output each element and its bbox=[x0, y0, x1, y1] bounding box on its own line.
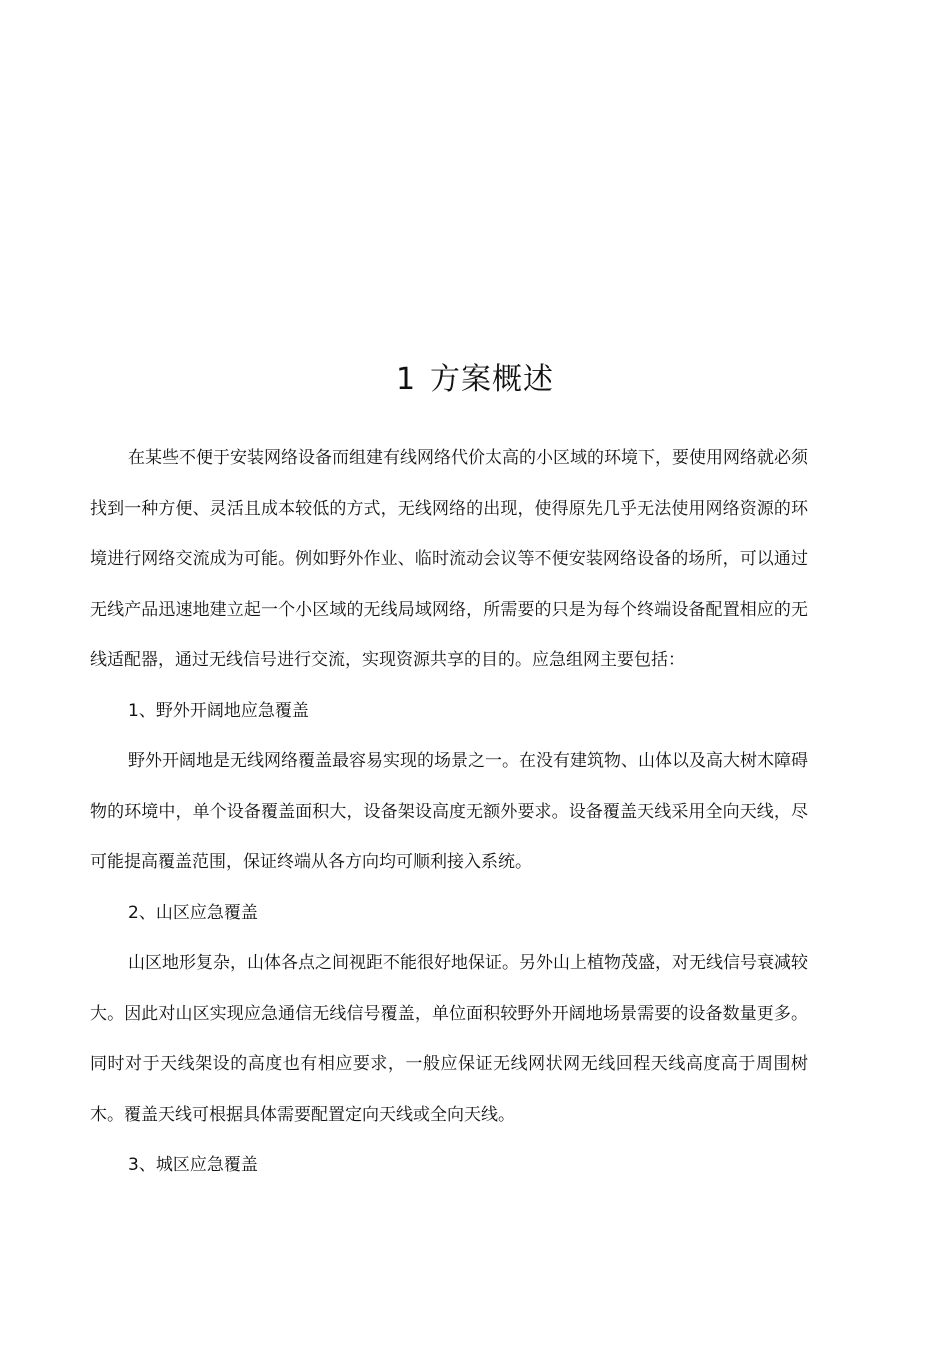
item-heading-2: 2、山区应急覆盖 bbox=[128, 902, 258, 923]
item-heading-1: 1、野外开阔地应急覆盖 bbox=[128, 700, 309, 721]
intro-paragraph: 在某些不便于安装网络设备而组建有线网络代价太高的小区域的环境下，要使用网络就必须找到一种方便、灵活且成本较低的方式，无线网络的出现，使得原先几乎无法使用网络资源的环境进行网络交流成为可能。例如野外作业、临时流动会议等不便安装网络设备的场所，可以通过无线产品迅速地建立起一个小区域的无线局域网络，所需要的只是为每个终端设备配置相应的无线适配器，通过无线信号进行交流，实现资源共享的目的。应急组网主要包括： bbox=[90, 448, 808, 670]
section-title bbox=[0, 360, 950, 400]
body-content bbox=[90, 433, 808, 1191]
section-number: 1 bbox=[395, 362, 417, 397]
section-title-text: 方案概述 bbox=[430, 362, 555, 397]
item-heading-3: 3、城区应急覆盖 bbox=[128, 1155, 258, 1175]
item-paragraph-1: 野外开阔地是无线网络覆盖最容易实现的场景之一。在没有建筑物、山体以及高大树木障碍物的环境中，单个设备覆盖面积大，设备架设高度无额外要求。设备覆盖天线采用全向天线，尽可能提高覆盖范围，保证终端从各方向均可顺利接入系统。 bbox=[90, 751, 808, 872]
item-paragraph-2: 山区地形复杂，山体各点之间视距不能很好地保证。另外山上植物茂盛，对无线信号衰减较大。因此对山区实现应急通信无线信号覆盖，单位面积较野外开阔地场景需要的设备数量更多。同时对于天线架设的高度也有相应要求，一般应保证无线网状网无线回程天线高度高于周围树木。覆盖天线可根据具体需要配置定向天线或全向天线。 bbox=[90, 953, 808, 1125]
